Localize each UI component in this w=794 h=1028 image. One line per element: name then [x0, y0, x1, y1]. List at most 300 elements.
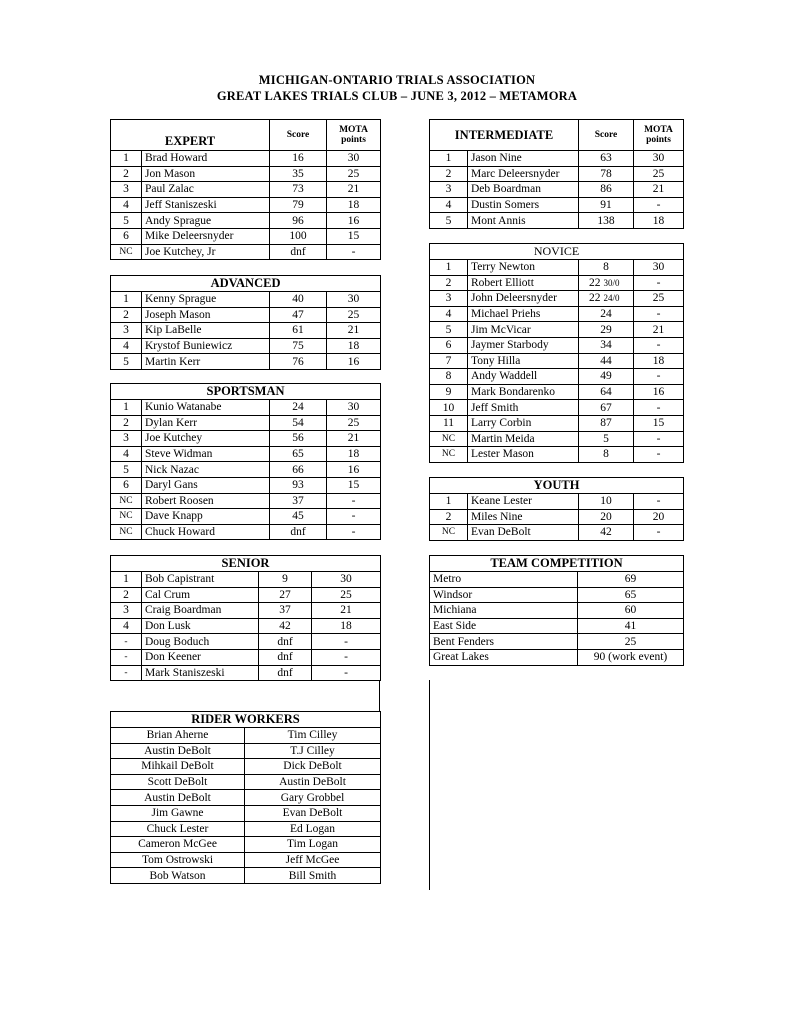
table-row — [111, 477, 381, 493]
table-cell: - — [634, 494, 684, 510]
table-cell: Jason Nine — [468, 151, 579, 167]
table-cell: 21 — [327, 182, 381, 198]
senior-title: SENIOR — [111, 556, 381, 572]
table-row — [430, 634, 684, 650]
table-cell: 15 — [327, 228, 381, 244]
table-row — [430, 525, 684, 541]
table-cell: 16 — [634, 384, 684, 400]
table-row — [430, 384, 684, 400]
table-cell: 30 — [327, 151, 381, 167]
table-cell: 2 — [111, 415, 142, 431]
table-row — [111, 852, 381, 868]
table-cell: - — [111, 634, 142, 650]
table-row — [111, 587, 381, 603]
table-cell: - — [312, 649, 381, 665]
table-cell — [579, 415, 634, 431]
score-value: 22 — [589, 276, 601, 289]
table-row — [430, 587, 684, 603]
table-row — [430, 447, 684, 463]
table-cell: - — [634, 275, 684, 291]
table-cell: Dave Knapp — [142, 509, 270, 525]
table-cell: 18 — [327, 338, 381, 354]
table-row — [111, 728, 381, 744]
table-row — [430, 291, 684, 307]
table-cell: Kip LaBelle — [142, 323, 270, 339]
table-row — [430, 260, 684, 276]
table-row — [111, 323, 381, 339]
table-cell — [579, 275, 634, 291]
table-cell — [579, 353, 634, 369]
table-cell: 16 — [270, 151, 327, 167]
tiebreak-note: 24/0 — [603, 293, 620, 304]
table-cell: - — [634, 306, 684, 322]
table-cell: 56 — [270, 431, 327, 447]
table-cell: Bill Smith — [245, 868, 381, 884]
table-cell: 3 — [111, 603, 142, 619]
table-cell: Terry Newton — [468, 260, 579, 276]
table-cell — [579, 291, 634, 307]
table-cell: Great Lakes — [430, 649, 578, 665]
score-value: 87 — [600, 417, 612, 430]
table-cell: Don Keener — [142, 649, 259, 665]
table-cell: 21 — [312, 603, 381, 619]
table-row — [430, 572, 684, 588]
table-cell: 5 — [430, 213, 468, 229]
table-cell: Tim Logan — [245, 837, 381, 853]
table-cell: - — [634, 400, 684, 416]
table-cell: 30 — [327, 400, 381, 416]
table-cell: NC — [430, 431, 468, 447]
table-row — [430, 182, 684, 198]
table-cell: - — [634, 337, 684, 353]
table-cell: - — [634, 431, 684, 447]
table-cell: NC — [111, 244, 142, 260]
score-value: 29 — [600, 323, 612, 336]
table-cell: 96 — [270, 213, 327, 229]
table-row — [111, 821, 381, 837]
table-cell: Daryl Gans — [142, 477, 270, 493]
table-cell: 66 — [270, 462, 327, 478]
table-cell: Bob Capistrant — [142, 572, 259, 588]
table-row — [111, 151, 381, 167]
table-cell: Cal Crum — [142, 587, 259, 603]
table-cell — [579, 306, 634, 322]
table-cell: Joseph Mason — [142, 307, 270, 323]
table-row — [111, 228, 381, 244]
table-cell: 63 — [579, 151, 634, 167]
score-value: 5 — [603, 432, 609, 445]
table-cell: 3 — [430, 291, 468, 307]
table-cell: 4 — [111, 446, 142, 462]
table-cell: 6 — [111, 477, 142, 493]
score-header: Score — [579, 120, 634, 151]
table-row — [111, 338, 381, 354]
table-cell: T.J Cilley — [245, 743, 381, 759]
table-cell: Tim Cilley — [245, 728, 381, 744]
table-cell: NC — [111, 493, 142, 509]
table-cell: 2 — [111, 307, 142, 323]
table-row — [111, 603, 381, 619]
rider-workers-title: RIDER WORKERS — [111, 712, 381, 728]
table-cell: John Deleersnyder — [468, 291, 579, 307]
table-row — [111, 743, 381, 759]
table-cell: 54 — [270, 415, 327, 431]
advanced-table — [110, 275, 381, 370]
table-cell: Mike Deleersnyder — [142, 228, 270, 244]
table-cell: East Side — [430, 618, 578, 634]
table-cell: Metro — [430, 572, 578, 588]
table-cell: 138 — [579, 213, 634, 229]
table-cell: 8 — [430, 369, 468, 385]
table-cell — [579, 447, 634, 463]
table-cell: 79 — [270, 197, 327, 213]
table-cell: 24 — [270, 400, 327, 416]
table-row — [111, 213, 381, 229]
table-cell: Andy Sprague — [142, 213, 270, 229]
table-cell: dnf — [270, 244, 327, 260]
table-cell: Austin DeBolt — [111, 790, 245, 806]
table-row — [111, 868, 381, 884]
table-cell: 11 — [430, 415, 468, 431]
senior-table — [110, 555, 381, 681]
header-line-1: MICHIGAN-ONTARIO TRIALS ASSOCIATION — [258, 73, 536, 87]
table-cell: Tony Hilla — [468, 353, 579, 369]
table-cell: 1 — [430, 260, 468, 276]
table-row — [430, 353, 684, 369]
table-cell: 16 — [327, 213, 381, 229]
table-cell: 30 — [312, 572, 381, 588]
table-cell: Lester Mason — [468, 447, 579, 463]
table-cell: 5 — [111, 354, 142, 370]
table-cell: 4 — [111, 618, 142, 634]
table-cell: 30 — [327, 292, 381, 308]
table-cell: 100 — [270, 228, 327, 244]
table-cell: Bob Watson — [111, 868, 245, 884]
table-cell: - — [327, 493, 381, 509]
table-cell: 21 — [634, 182, 684, 198]
table-cell: dnf — [270, 524, 327, 540]
table-row — [111, 572, 381, 588]
score-value: 49 — [600, 370, 612, 383]
table-cell: Brad Howard — [142, 151, 270, 167]
table-cell: Dylan Kerr — [142, 415, 270, 431]
table-cell: 6 — [111, 228, 142, 244]
table-cell — [579, 322, 634, 338]
table-row — [111, 354, 381, 370]
table-cell: 18 — [634, 353, 684, 369]
table-cell: 25 — [634, 291, 684, 307]
table-cell: Keane Lester — [468, 494, 579, 510]
table-cell: Ed Logan — [245, 821, 381, 837]
table-cell: Gary Grobbel — [245, 790, 381, 806]
table-cell — [579, 369, 634, 385]
table-cell: 10 — [430, 400, 468, 416]
table-cell: Chuck Howard — [142, 524, 270, 540]
table-cell: Joe Kutchey, Jr — [142, 244, 270, 260]
table-cell: Mont Annis — [468, 213, 579, 229]
table-cell: - — [312, 665, 381, 681]
table-cell: 5 — [111, 462, 142, 478]
table-cell: 25 — [312, 587, 381, 603]
table-cell: 5 — [111, 213, 142, 229]
score-value: 34 — [600, 339, 612, 352]
table-cell: 3 — [111, 323, 142, 339]
table-cell: 25 — [327, 307, 381, 323]
table-cell: 91 — [579, 197, 634, 213]
table-row — [111, 400, 381, 416]
table-row — [111, 493, 381, 509]
table-cell: 2 — [430, 275, 468, 291]
score-value: 64 — [600, 386, 612, 399]
table-cell: 75 — [270, 338, 327, 354]
table-row — [430, 603, 684, 619]
table-cell: 1 — [430, 151, 468, 167]
table-cell: 9 — [430, 384, 468, 400]
table-cell: 65 — [578, 587, 684, 603]
table-cell: 1 — [430, 494, 468, 510]
table-cell: 15 — [327, 477, 381, 493]
table-cell: Robert Elliott — [468, 275, 579, 291]
table-cell: Jim McVicar — [468, 322, 579, 338]
table-cell: - — [111, 649, 142, 665]
table-row — [430, 369, 684, 385]
table-cell: 69 — [578, 572, 684, 588]
table-row — [111, 634, 381, 650]
table-cell: Doug Boduch — [142, 634, 259, 650]
table-cell: Scott DeBolt — [111, 774, 245, 790]
table-cell: 21 — [327, 431, 381, 447]
table-cell: Nick Nazac — [142, 462, 270, 478]
table-cell: NC — [111, 509, 142, 525]
table-cell: Austin DeBolt — [111, 743, 245, 759]
table-cell: 16 — [327, 462, 381, 478]
table-cell: Miles Nine — [468, 509, 579, 525]
table-cell: Chuck Lester — [111, 821, 245, 837]
table-cell: Tom Ostrowski — [111, 852, 245, 868]
table-cell: 40 — [270, 292, 327, 308]
table-cell: Jeff Smith — [468, 400, 579, 416]
table-row — [430, 166, 684, 182]
table-cell: 4 — [430, 197, 468, 213]
mota-header: MOTA points — [634, 120, 684, 151]
table-row — [430, 509, 684, 525]
table-cell: dnf — [259, 665, 312, 681]
table-cell: Joe Kutchey — [142, 431, 270, 447]
table-row — [430, 415, 684, 431]
intermediate-table — [429, 119, 684, 229]
table-cell: - — [634, 525, 684, 541]
table-cell: 37 — [270, 493, 327, 509]
table-cell: 2 — [430, 166, 468, 182]
score-value: 44 — [600, 354, 612, 367]
table-cell: 1 — [111, 572, 142, 588]
table-cell: - — [111, 665, 142, 681]
table-cell — [579, 384, 634, 400]
table-cell: Craig Boardman — [142, 603, 259, 619]
table-cell: 20 — [634, 509, 684, 525]
divider-left — [379, 680, 380, 711]
table-row — [111, 182, 381, 198]
header-line-2: GREAT LAKES TRIALS CLUB – JUNE 3, 2012 – METAMORA — [216, 89, 578, 103]
table-cell: Mihkail DeBolt — [111, 759, 245, 775]
table-row — [430, 197, 684, 213]
table-row — [111, 197, 381, 213]
table-cell: 1 — [111, 292, 142, 308]
table-cell: 3 — [111, 431, 142, 447]
table-row — [430, 649, 684, 665]
sportsman-table — [110, 383, 381, 540]
table-cell: 18 — [327, 197, 381, 213]
table-cell: 93 — [270, 477, 327, 493]
table-cell: 9 — [259, 572, 312, 588]
table-cell: Mark Staniszeski — [142, 665, 259, 681]
score-value: 24 — [600, 308, 612, 321]
table-cell: Brian Aherne — [111, 728, 245, 744]
table-row — [111, 759, 381, 775]
table-cell — [579, 337, 634, 353]
expert-title: EXPERT — [111, 120, 270, 151]
table-row — [430, 306, 684, 322]
table-row — [430, 400, 684, 416]
table-cell: 6 — [430, 337, 468, 353]
table-cell — [579, 260, 634, 276]
table-cell: Paul Zalac — [142, 182, 270, 198]
divider-right — [429, 680, 430, 890]
table-cell: 20 — [579, 509, 634, 525]
table-cell: NC — [430, 447, 468, 463]
table-cell: Robert Roosen — [142, 493, 270, 509]
table-cell: 73 — [270, 182, 327, 198]
table-row — [430, 151, 684, 167]
table-cell: Steve Widman — [142, 446, 270, 462]
table-cell: 21 — [327, 323, 381, 339]
table-cell: 1 — [111, 400, 142, 416]
sportsman-title: SPORTSMAN — [111, 384, 381, 400]
table-row — [111, 524, 381, 540]
score-value: 8 — [603, 448, 609, 461]
table-cell: 25 — [327, 166, 381, 182]
intermediate-title: INTERMEDIATE — [430, 120, 579, 151]
novice-table — [429, 243, 684, 463]
expert-table — [110, 119, 381, 260]
table-cell: Mark Bondarenko — [468, 384, 579, 400]
table-cell: 18 — [312, 618, 381, 634]
table-cell: Cameron McGee — [111, 837, 245, 853]
table-cell: Martin Meida — [468, 431, 579, 447]
table-row — [111, 292, 381, 308]
table-cell: Kunio Watanabe — [142, 400, 270, 416]
table-cell: Windsor — [430, 587, 578, 603]
table-cell: 42 — [579, 525, 634, 541]
table-cell: 65 — [270, 446, 327, 462]
table-cell: - — [312, 634, 381, 650]
table-cell: 30 — [634, 151, 684, 167]
team-competition-title: TEAM COMPETITION — [430, 556, 684, 572]
table-row — [111, 618, 381, 634]
table-row — [111, 774, 381, 790]
table-cell: - — [634, 447, 684, 463]
table-cell: 4 — [111, 197, 142, 213]
table-cell: Jaymer Starbody — [468, 337, 579, 353]
table-row — [430, 494, 684, 510]
table-cell: Dustin Somers — [468, 197, 579, 213]
table-cell: 2 — [111, 166, 142, 182]
table-cell: 35 — [270, 166, 327, 182]
score-value: 8 — [603, 261, 609, 274]
table-row — [111, 665, 381, 681]
table-cell: Larry Corbin — [468, 415, 579, 431]
table-cell: - — [327, 509, 381, 525]
youth-title: YOUTH — [430, 478, 684, 494]
table-cell: Krystof Buniewicz — [142, 338, 270, 354]
table-row — [111, 446, 381, 462]
table-cell: 41 — [578, 618, 684, 634]
table-cell: - — [634, 369, 684, 385]
table-cell: 42 — [259, 618, 312, 634]
table-cell: 86 — [579, 182, 634, 198]
table-cell: 25 — [578, 634, 684, 650]
table-cell: 25 — [327, 415, 381, 431]
table-cell: Jeff McGee — [245, 852, 381, 868]
table-cell: Dick DeBolt — [245, 759, 381, 775]
table-cell: 16 — [327, 354, 381, 370]
table-cell — [579, 400, 634, 416]
table-cell: 10 — [579, 494, 634, 510]
table-cell: 37 — [259, 603, 312, 619]
table-row — [111, 509, 381, 525]
table-cell: Martin Kerr — [142, 354, 270, 370]
rider-workers-table — [110, 711, 381, 884]
table-row — [111, 166, 381, 182]
table-cell: Jon Mason — [142, 166, 270, 182]
novice-title: NOVICE — [430, 244, 684, 260]
table-cell: 21 — [634, 322, 684, 338]
tiebreak-note: 30/0 — [603, 277, 620, 288]
table-row — [111, 837, 381, 853]
table-cell: 3 — [430, 182, 468, 198]
table-cell: 45 — [270, 509, 327, 525]
table-cell: 61 — [270, 323, 327, 339]
table-cell: Kenny Sprague — [142, 292, 270, 308]
table-row — [111, 649, 381, 665]
table-row — [430, 322, 684, 338]
table-cell: 4 — [430, 306, 468, 322]
table-cell: 15 — [634, 415, 684, 431]
table-row — [430, 618, 684, 634]
table-cell: 25 — [634, 166, 684, 182]
table-cell: dnf — [259, 634, 312, 650]
table-cell: 76 — [270, 354, 327, 370]
score-value: 67 — [600, 401, 612, 414]
table-row — [111, 415, 381, 431]
table-cell: 7 — [430, 353, 468, 369]
table-cell: Austin DeBolt — [245, 774, 381, 790]
table-cell: 30 — [634, 260, 684, 276]
table-cell: Andy Waddell — [468, 369, 579, 385]
table-cell: Jeff Staniszeski — [142, 197, 270, 213]
table-cell: - — [327, 244, 381, 260]
table-row — [430, 337, 684, 353]
table-cell: Evan DeBolt — [468, 525, 579, 541]
table-cell: - — [327, 524, 381, 540]
mota-header: MOTA points — [327, 120, 381, 151]
table-row — [111, 431, 381, 447]
team-competition-table — [429, 555, 684, 666]
table-row — [111, 805, 381, 821]
table-cell: - — [634, 197, 684, 213]
table-cell: 3 — [111, 182, 142, 198]
table-cell: NC — [430, 525, 468, 541]
